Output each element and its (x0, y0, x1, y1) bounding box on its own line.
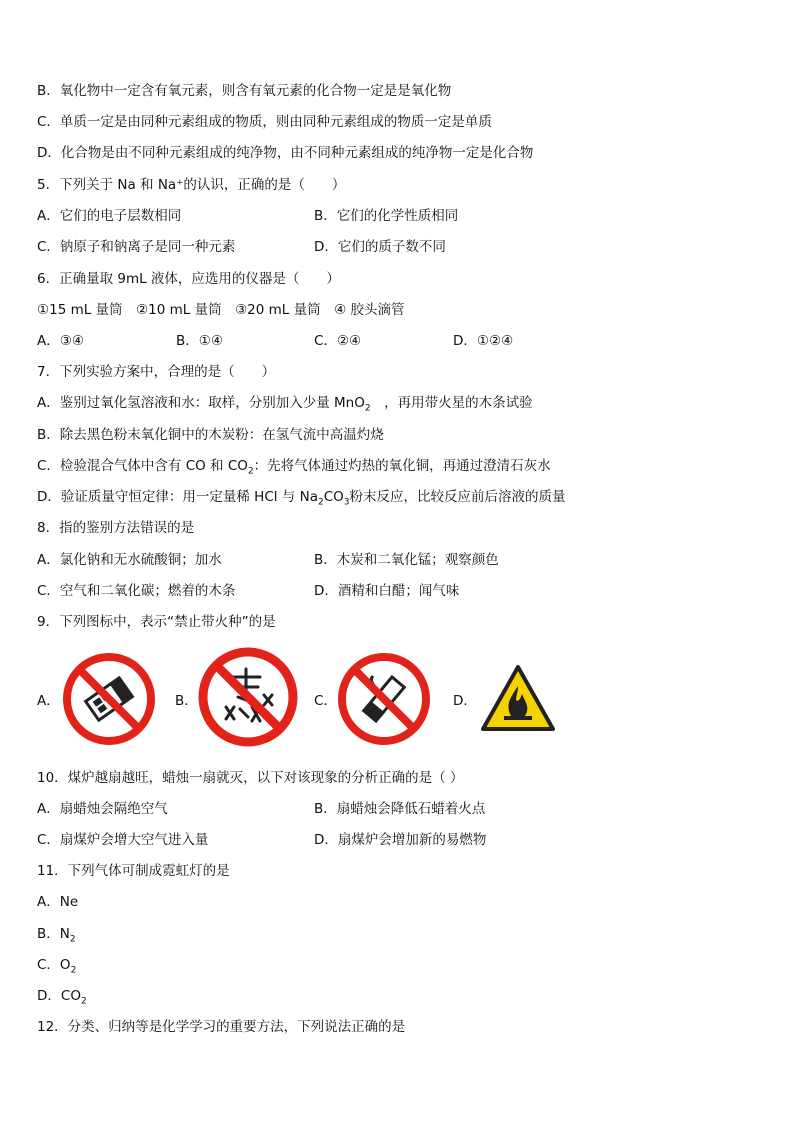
q9-label-a: A． (37, 693, 60, 709)
q7-d-sub1: 2 (317, 497, 324, 508)
no-smoking-sign-icon (337, 652, 431, 746)
q7-c-text: C．检验混合气体中含有 CO 和 CO (37, 458, 248, 474)
q10-option-d: D．扇煤炉会增加新的易燃物 (314, 832, 487, 848)
q5-stem: 5．下列关于 Na 和 Na⁺的认识，正确的是（ ） (37, 177, 346, 193)
q11-b-sub: 2 (69, 934, 76, 945)
q8-option-a: A．氯化钠和无水硫酸铜；加水 (37, 552, 222, 568)
q12-stem: 12．分类、归纳等是化学学习的重要方法，下列说法正确的是 (37, 1019, 406, 1035)
q9-label-c: C． (314, 693, 337, 709)
q7-d-text: D．验证质量守恒定律：用一定量稀 HCl 与 Na (37, 489, 318, 505)
q6-option-d: D．①②④ (453, 333, 514, 349)
flammable-warning-icon (480, 664, 556, 732)
q7-a-text: A．鉴别过氧化氢溶液和水：取样，分别加入少量 MnO (37, 395, 365, 411)
q7-d-sub2: 3 (343, 497, 350, 508)
q7-c-post: ：先将气体通过灼热的氧化铜，再通过澄清石灰水 (253, 458, 551, 474)
q9-label-b: B． (175, 693, 198, 709)
q7-d-post: 粉末反应，比较反应前后溶液的质量 (349, 489, 566, 505)
q11-option-d (37, 987, 87, 1011)
q11-d-sub: 2 (80, 996, 87, 1007)
q7-option-d (37, 488, 566, 512)
q10-option-b: B．扇蜡烛会降低石蜡着火点 (314, 801, 486, 817)
q7-c-sub: 2 (247, 466, 254, 477)
q10-stem: 10．煤炉越扇越旺，蜡烛一扇就灭，以下对该现象的分析正确的是（ ） (37, 770, 464, 786)
q5-option-d: D．它们的质子数不同 (314, 239, 446, 255)
q7-a-sub: 2 (364, 403, 371, 414)
q6-option-b: B．①④ (176, 333, 223, 349)
q7-stem: 7．下列实验方案中，合理的是（ ） (37, 364, 276, 380)
q11-option-b (37, 925, 76, 949)
q9-stem: 9．下列图标中，表示“禁止带火种”的是 (37, 614, 276, 630)
q5-option-b: B．它们的化学性质相同 (314, 208, 459, 224)
q5-option-c: C．钠原子和钠离子是同一种元素 (37, 239, 236, 255)
q6-items: ①15 mL 量筒 ②10 mL 量筒 ③20 mL 量筒 ④ 胶头滴管 (37, 302, 405, 318)
option-c-element: C．单质一定是由同种元素组成的物质，则由同种元素组成的物质一定是单质 (37, 114, 492, 130)
q9-label-d: D． (453, 693, 477, 709)
q10-option-a: A．扇蜡烛会隔绝空气 (37, 801, 168, 817)
q7-option-a (37, 394, 533, 418)
q7-d-mid: CO (323, 489, 344, 505)
q7-a-post: ，再用带火星的木条试验 (370, 395, 533, 411)
q11-b-text: B．N (37, 926, 70, 942)
q8-stem: 8．指的鉴别方法错误的是 (37, 520, 195, 536)
q7-option-b: B．除去黑色粉末氧化铜中的木炭粉：在氢气流中高温灼烧 (37, 427, 384, 443)
q6-option-c: C．②④ (314, 333, 362, 349)
q6-stem: 6．正确量取 9mL 液体，应选用的仪器是（ ） (37, 271, 340, 287)
no-matches-sign-icon (62, 652, 156, 746)
q11-c-sub: 2 (70, 965, 77, 976)
option-d-compound: D．化合物是由不同种元素组成的纯净物，由不同种元素组成的纯净物一定是化合物 (37, 145, 534, 161)
q6-option-a: A．③④ (37, 333, 84, 349)
no-fireworks-sign-icon (198, 647, 298, 747)
q11-c-text: C．O (37, 957, 71, 973)
q11-option-a: A．Ne (37, 894, 79, 910)
q11-d-text: D．CO (37, 988, 81, 1004)
q8-option-d: D．酒精和白醋；闻气味 (314, 583, 460, 599)
q8-option-b: B．木炭和二氧化锰；观察颜色 (314, 552, 499, 568)
q5-option-a: A．它们的电子层数相同 (37, 208, 182, 224)
q8-option-c: C．空气和二氧化碳；燃着的木条 (37, 583, 236, 599)
option-b-oxide: B．氧化物中一定含有氧元素，则含有氧元素的化合物一定是是氧化物 (37, 83, 452, 99)
q7-option-c (37, 457, 551, 481)
q10-option-c: C．扇煤炉会增大空气进入量 (37, 832, 209, 848)
q11-option-c (37, 956, 76, 980)
q11-stem: 11．下列气体可制成霓虹灯的是 (37, 863, 230, 879)
